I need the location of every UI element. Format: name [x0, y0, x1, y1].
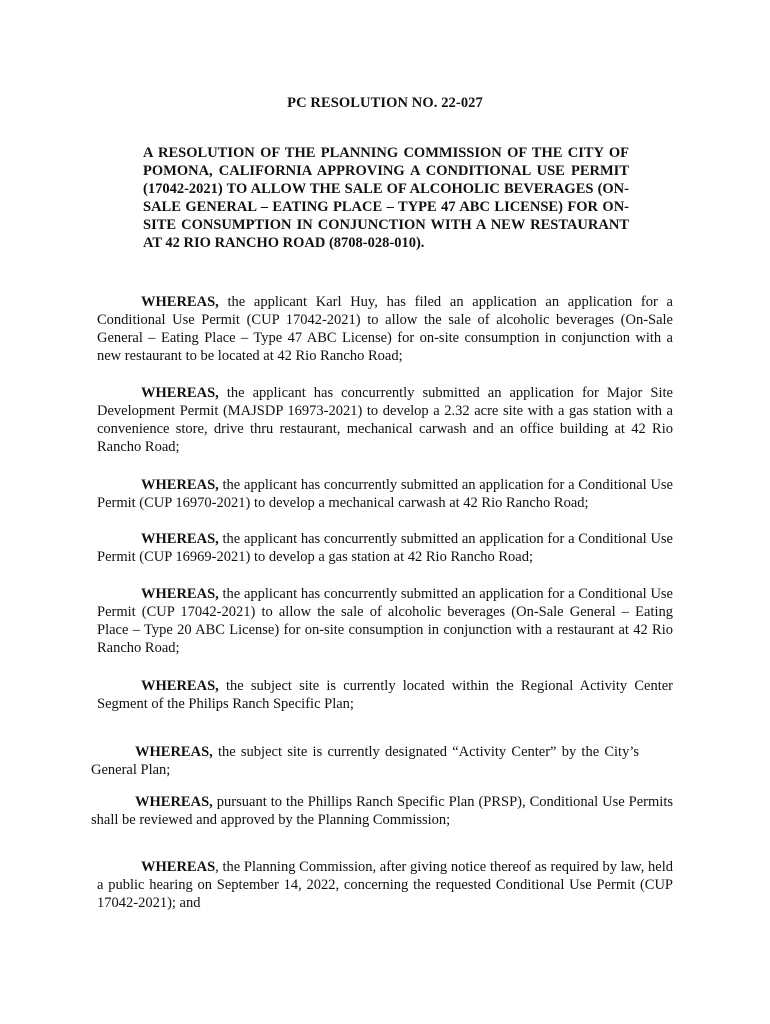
clause-text: the applicant has concurrently submitted an application for a Conditional Use Permit (CUP 16969-2021) to develop a gas station at 42 Rio Rancho Road; [97, 531, 673, 565]
whereas-clause-2 [97, 384, 673, 456]
clause-keyword: WHEREAS [141, 859, 216, 875]
clause-keyword: WHEREAS, [141, 586, 219, 602]
clause-text: pursuant to the Phillips Ranch Specific Plan (PRSP), Conditional Use Permits shall be reviewed and approved by the Planning Commission; [91, 794, 673, 828]
resolution-subject: A RESOLUTION OF THE PLANNING COMMISSION OF THE CITY OF POMONA, CALIFORNIA APPROVING A CONDITIONAL USE PERMIT (17042-2021) TO ALLOW THE SALE OF ALCOHOLIC BEVERAGES (ON-SALE GENERAL – EATING PLACE – TYPE 47 ABC LICENSE) FOR ON-SITE CONSUMPTION IN CONJUNCTION WITH A NEW RESTAURANT AT 42 RIO RANCHO ROAD (8708-028-010). [143, 145, 629, 251]
whereas-clause-4 [97, 530, 673, 566]
clause-keyword: WHEREAS, [135, 744, 213, 760]
clause-keyword: WHEREAS, [141, 531, 219, 547]
clause-keyword: WHEREAS, [141, 678, 219, 694]
clause-text: the subject site is currently designated “Activity Center” by the City’s General Plan; [91, 744, 639, 778]
clause-text: the applicant Karl Huy, has filed an application an application for a Conditional Use Permit (CUP 17042-2021) to allow the sale of alcoholic beverages (On-Sale General – Eating Place – Type 47 ABC License) for on-site consumption in conjunction with a new restaurant to be located at 42 Rio Rancho Road; [97, 294, 673, 364]
resolution-title: PC RESOLUTION NO. 22-027 [287, 95, 483, 111]
clause-text: the applicant has concurrently submitted an application for Major Site Development Permit (MAJSDP 16973-2021) to develop a 2.32 acre site with a gas station with a convenience store, drive thru restaurant, mechanical carwash and an office building at 42 Rio Rancho Road; [97, 385, 673, 455]
whereas-clause-5 [97, 585, 673, 657]
clause-text: the applicant has concurrently submitted an application for a Conditional Use Permit (CUP 16970-2021) to develop a mechanical carwash at 42 Rio Rancho Road; [97, 477, 673, 511]
clause-text: the applicant has concurrently submitted an application for a Conditional Use Permit (CUP 17042-2021) to allow the sale of alcoholic beverages (On-Sale General – Eating Place – Type 20 ABC License) for on-site consumption in conjunction with a restaurant at 42 Rio Rancho Road; [97, 586, 673, 656]
whereas-clause-1 [97, 293, 673, 365]
whereas-clause-6 [97, 677, 673, 713]
whereas-clause-8 [91, 793, 673, 829]
clause-keyword: WHEREAS, [141, 385, 219, 401]
clause-keyword: WHEREAS, [141, 294, 219, 310]
whereas-clause-3 [97, 476, 673, 512]
clause-text: , the Planning Commission, after giving notice thereof as required by law, held a public hearing on September 14, 2022, concerning the requested Conditional Use Permit (CUP 17042-2021); and [97, 859, 673, 911]
clause-keyword: WHEREAS, [141, 477, 219, 493]
whereas-clause-7 [91, 743, 639, 779]
clause-text: the subject site is currently located within the Regional Activity Center Segment of the Philips Ranch Specific Plan; [97, 678, 673, 712]
clause-keyword: WHEREAS, [135, 794, 213, 810]
whereas-clause-9 [97, 858, 673, 912]
